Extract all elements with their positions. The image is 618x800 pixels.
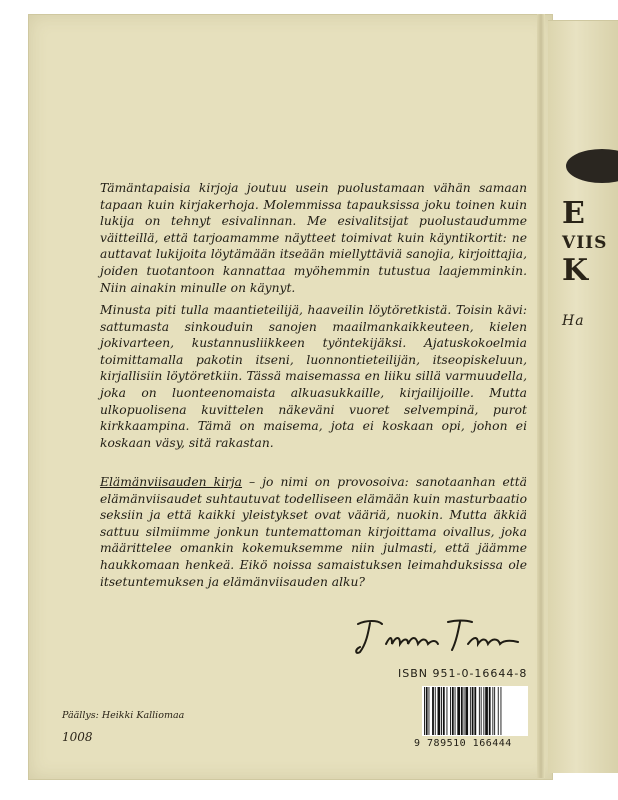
handwritten-signature — [352, 614, 528, 658]
barcode-bar — [429, 687, 430, 735]
barcode-bar — [470, 687, 471, 735]
barcode-bar — [492, 687, 493, 735]
spine-author-fragment: Ha — [562, 313, 585, 329]
barcode-bar — [483, 687, 484, 735]
spine-title-fragment-2: VIIS — [562, 233, 608, 253]
barcode-bar — [461, 687, 463, 735]
barcode-bar — [452, 687, 454, 735]
cover-design-credit: Päällys: Heikki Kalliomaa — [62, 710, 185, 721]
barcode-bar — [438, 687, 441, 735]
blurb-paragraph-1: Tämäntapaisia kirjoja joutuu usein puolustamaan vähän samaan tapaan kuin kirjakerhoja. Molemmissa tapauksissa joku toinen kuin lukija on tehnyt esivalinnan. Me esivalitsijat puolustaudumme väitteillä, että tarjoamamme näytteet toimivat kuin käyntikortit: ne auttavat lukijoita löytämään itseään miellyttäviä sanojia, kirjoittajia, joiden tuotantoon kannattaa myöhemmin tutustua laajemminkin. Niin ainakin minulle on käynyt. — [100, 181, 527, 295]
barcode-bar — [465, 687, 468, 735]
spine-title-fragment-1: E — [562, 196, 586, 231]
catalog-number: 1008 — [62, 730, 93, 744]
barcode-bar — [424, 687, 425, 735]
spine-hinge-groove — [537, 14, 545, 778]
barcode-bar — [485, 687, 488, 735]
book-spine — [548, 20, 618, 773]
blurb-paragraph-2: Minusta piti tulla maantieteilijä, haaveilin löytöretkistä. Toisin kävi: sattumasta sinkouduin sanojen maailmankaikkeuteen, kielen jokivarteen, kustannusliikkeen työntekijäksi. Ajatuskokoelmia toimittamalla pakotin itseni, luonnontieteilijän, itseopiskeluun, kirjallisiin löytöretkiin. Tässä maisemassa en liiku sillä varmuudella, joka on luonteenomaista alkuasukkaille, kirjailijoille. Mutta ulkopuolisena kuvittelen näkeväni vuoret selvempinä, purot kirkkaampina. Tämä on maisema, jota ei koskaan opi, johon ei koskaan väsy, sitä rakastan. — [100, 303, 527, 450]
barcode-bar — [494, 687, 495, 735]
barcode-bar — [455, 687, 456, 735]
barcode-bar — [481, 687, 482, 735]
barcode-bar — [464, 687, 465, 735]
blurb-paragraph-3-text: – jo nimi on provosoiva: sanotaanhan että elämänviisaudet suhtautuvat todelliseen elämään kuin masturbaatio seksiin ja että kaikki yleistykset ovat vääriä, nuokin. Mutta äkkiä sattuu silmiimme jonkun tuntemattoman kirjoittama oivallus, joka määrittelee omankin kokemuksemme niin julmasti, että jäämme haukkomaan henkeä. Eikö noissa samaistuksen leimahduksissa ole itsetuntemuksen ja elämänviisauden alku? — [100, 475, 528, 589]
blurb-paragraph-3 — [100, 474, 527, 590]
barcode-graphic — [422, 686, 528, 736]
barcode-bar — [426, 687, 428, 735]
barcode-bar — [447, 687, 448, 735]
barcode-bar — [501, 687, 502, 735]
spine-emblem — [566, 149, 618, 183]
barcode-bar — [441, 687, 442, 735]
barcode-bar — [435, 687, 436, 735]
barcode-bar — [432, 687, 434, 735]
barcode-bar — [474, 687, 476, 735]
barcode-number: 9 789510 166444 — [414, 738, 512, 749]
barcode-bar — [450, 687, 451, 735]
barcode-bar — [472, 687, 474, 735]
isbn-label: ISBN 951-0-16644-8 — [398, 667, 528, 680]
barcode-bar — [498, 687, 499, 735]
barcode-bar — [479, 687, 480, 735]
barcode-bar — [457, 687, 460, 735]
blurb-book-title: Elämänviisauden kirja — [100, 475, 243, 489]
barcode-bar — [489, 687, 491, 735]
spine-title-fragment-3: K — [562, 253, 590, 288]
barcode-bar — [443, 687, 445, 735]
